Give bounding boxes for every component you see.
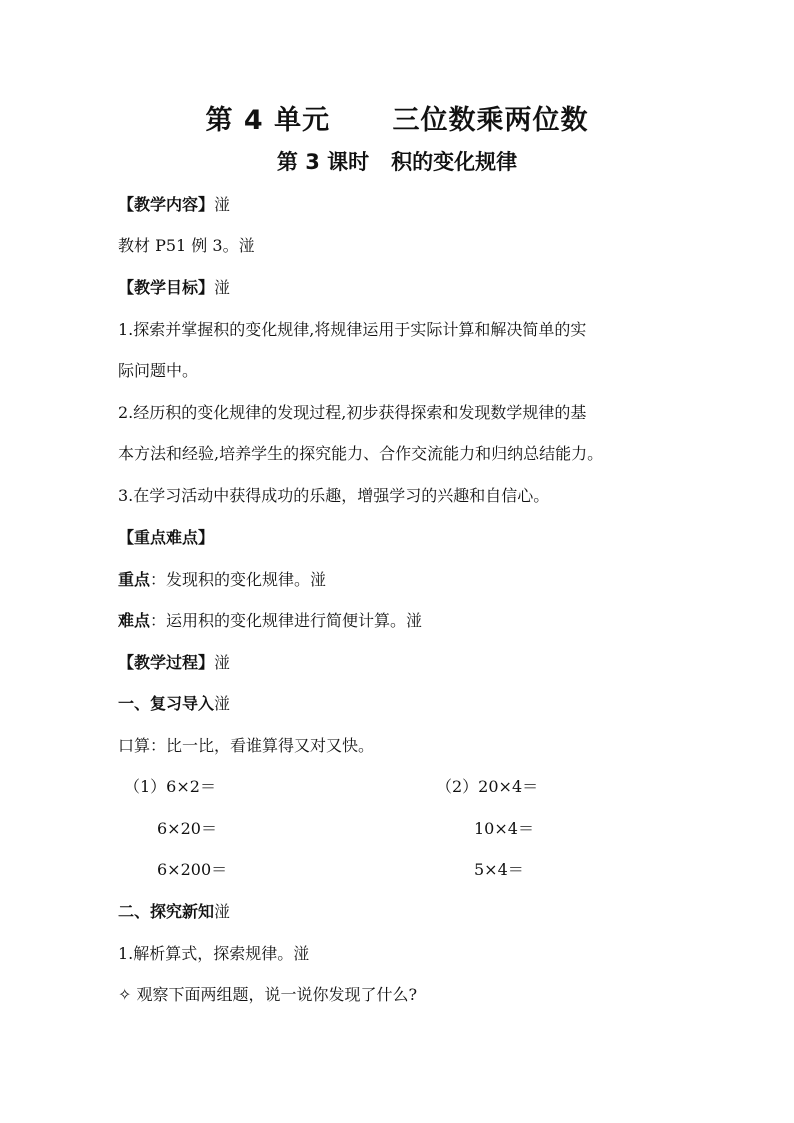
key-heading: 【重点难点】 <box>118 528 215 547</box>
exercise-left-2: 6×20＝ <box>157 819 217 838</box>
goal-3: 3.在学习活动中获得成功的乐趣，增强学习的兴趣和自信心。 <box>118 486 550 505</box>
goal-2b: 本方法和经验,培养学生的探究能力、合作交流能力和归纳总结能力。 <box>118 444 604 463</box>
key-label: 重点 <box>118 570 151 589</box>
explore-heading: 二、探究新知 <box>118 902 215 921</box>
goal-1b: 际问题中。 <box>118 361 199 380</box>
hard-point-line <box>118 608 422 631</box>
oral-instruction: 口算：比一比，看谁算得又对又快。 <box>118 736 375 755</box>
key-text: ：发现积的变化规律。 <box>150 570 311 589</box>
mark-glyph: 湴 <box>238 236 255 255</box>
content-text-line <box>118 233 255 256</box>
mark-glyph: 湴 <box>214 653 231 672</box>
goal-heading-line <box>118 275 230 298</box>
goal-heading: 【教学目标】 <box>118 278 215 297</box>
review-heading-line <box>118 691 230 714</box>
goal-2a: 2.经历积的变化规律的发现过程,初步获得探索和发现数学规律的基 <box>118 403 587 422</box>
exercise-left-3: 6×200＝ <box>157 860 228 879</box>
mark-glyph: 湴 <box>214 694 231 713</box>
lesson-title: 第 3 课时 积的变化规律 <box>276 150 518 174</box>
process-heading: 【教学过程】 <box>118 653 215 672</box>
mark-glyph: 湴 <box>310 570 327 589</box>
hard-label: 难点 <box>118 611 151 630</box>
mark-glyph: 湴 <box>214 278 231 297</box>
exercise-right-1: （2）20×4＝ <box>436 777 539 796</box>
mark-glyph: 湴 <box>214 195 231 214</box>
unit-title: 第 4 单元 三位数乘两位数 <box>205 105 589 136</box>
content-heading-line <box>118 192 230 215</box>
goal-1a: 1.探索并掌握积的变化规律,将规律运用于实际计算和解决简单的实 <box>118 320 587 339</box>
explore-1: 1.解析算式，探索规律。 <box>118 944 294 963</box>
review-heading: 一、复习导入 <box>118 694 215 713</box>
explore-heading-line <box>118 899 230 922</box>
content-heading: 【教学内容】 <box>118 195 215 214</box>
process-heading-line <box>118 650 230 673</box>
mark-glyph: 湴 <box>293 944 310 963</box>
observe-line: ✧ 观察下面两组题，说一说你发现了什么? <box>118 985 418 1004</box>
exercise-left-1: （1）6×2＝ <box>124 777 216 796</box>
content-text: 教材 P51 例 3。 <box>118 236 239 255</box>
key-point-line <box>118 567 326 590</box>
mark-glyph: 湴 <box>214 902 231 921</box>
explore-1-line <box>118 941 309 964</box>
exercise-right-3: 5×4＝ <box>474 860 524 879</box>
exercise-right-2: 10×4＝ <box>474 819 534 838</box>
mark-glyph: 湴 <box>406 611 423 630</box>
hard-text: ：运用积的变化规律进行简便计算。 <box>150 611 407 630</box>
